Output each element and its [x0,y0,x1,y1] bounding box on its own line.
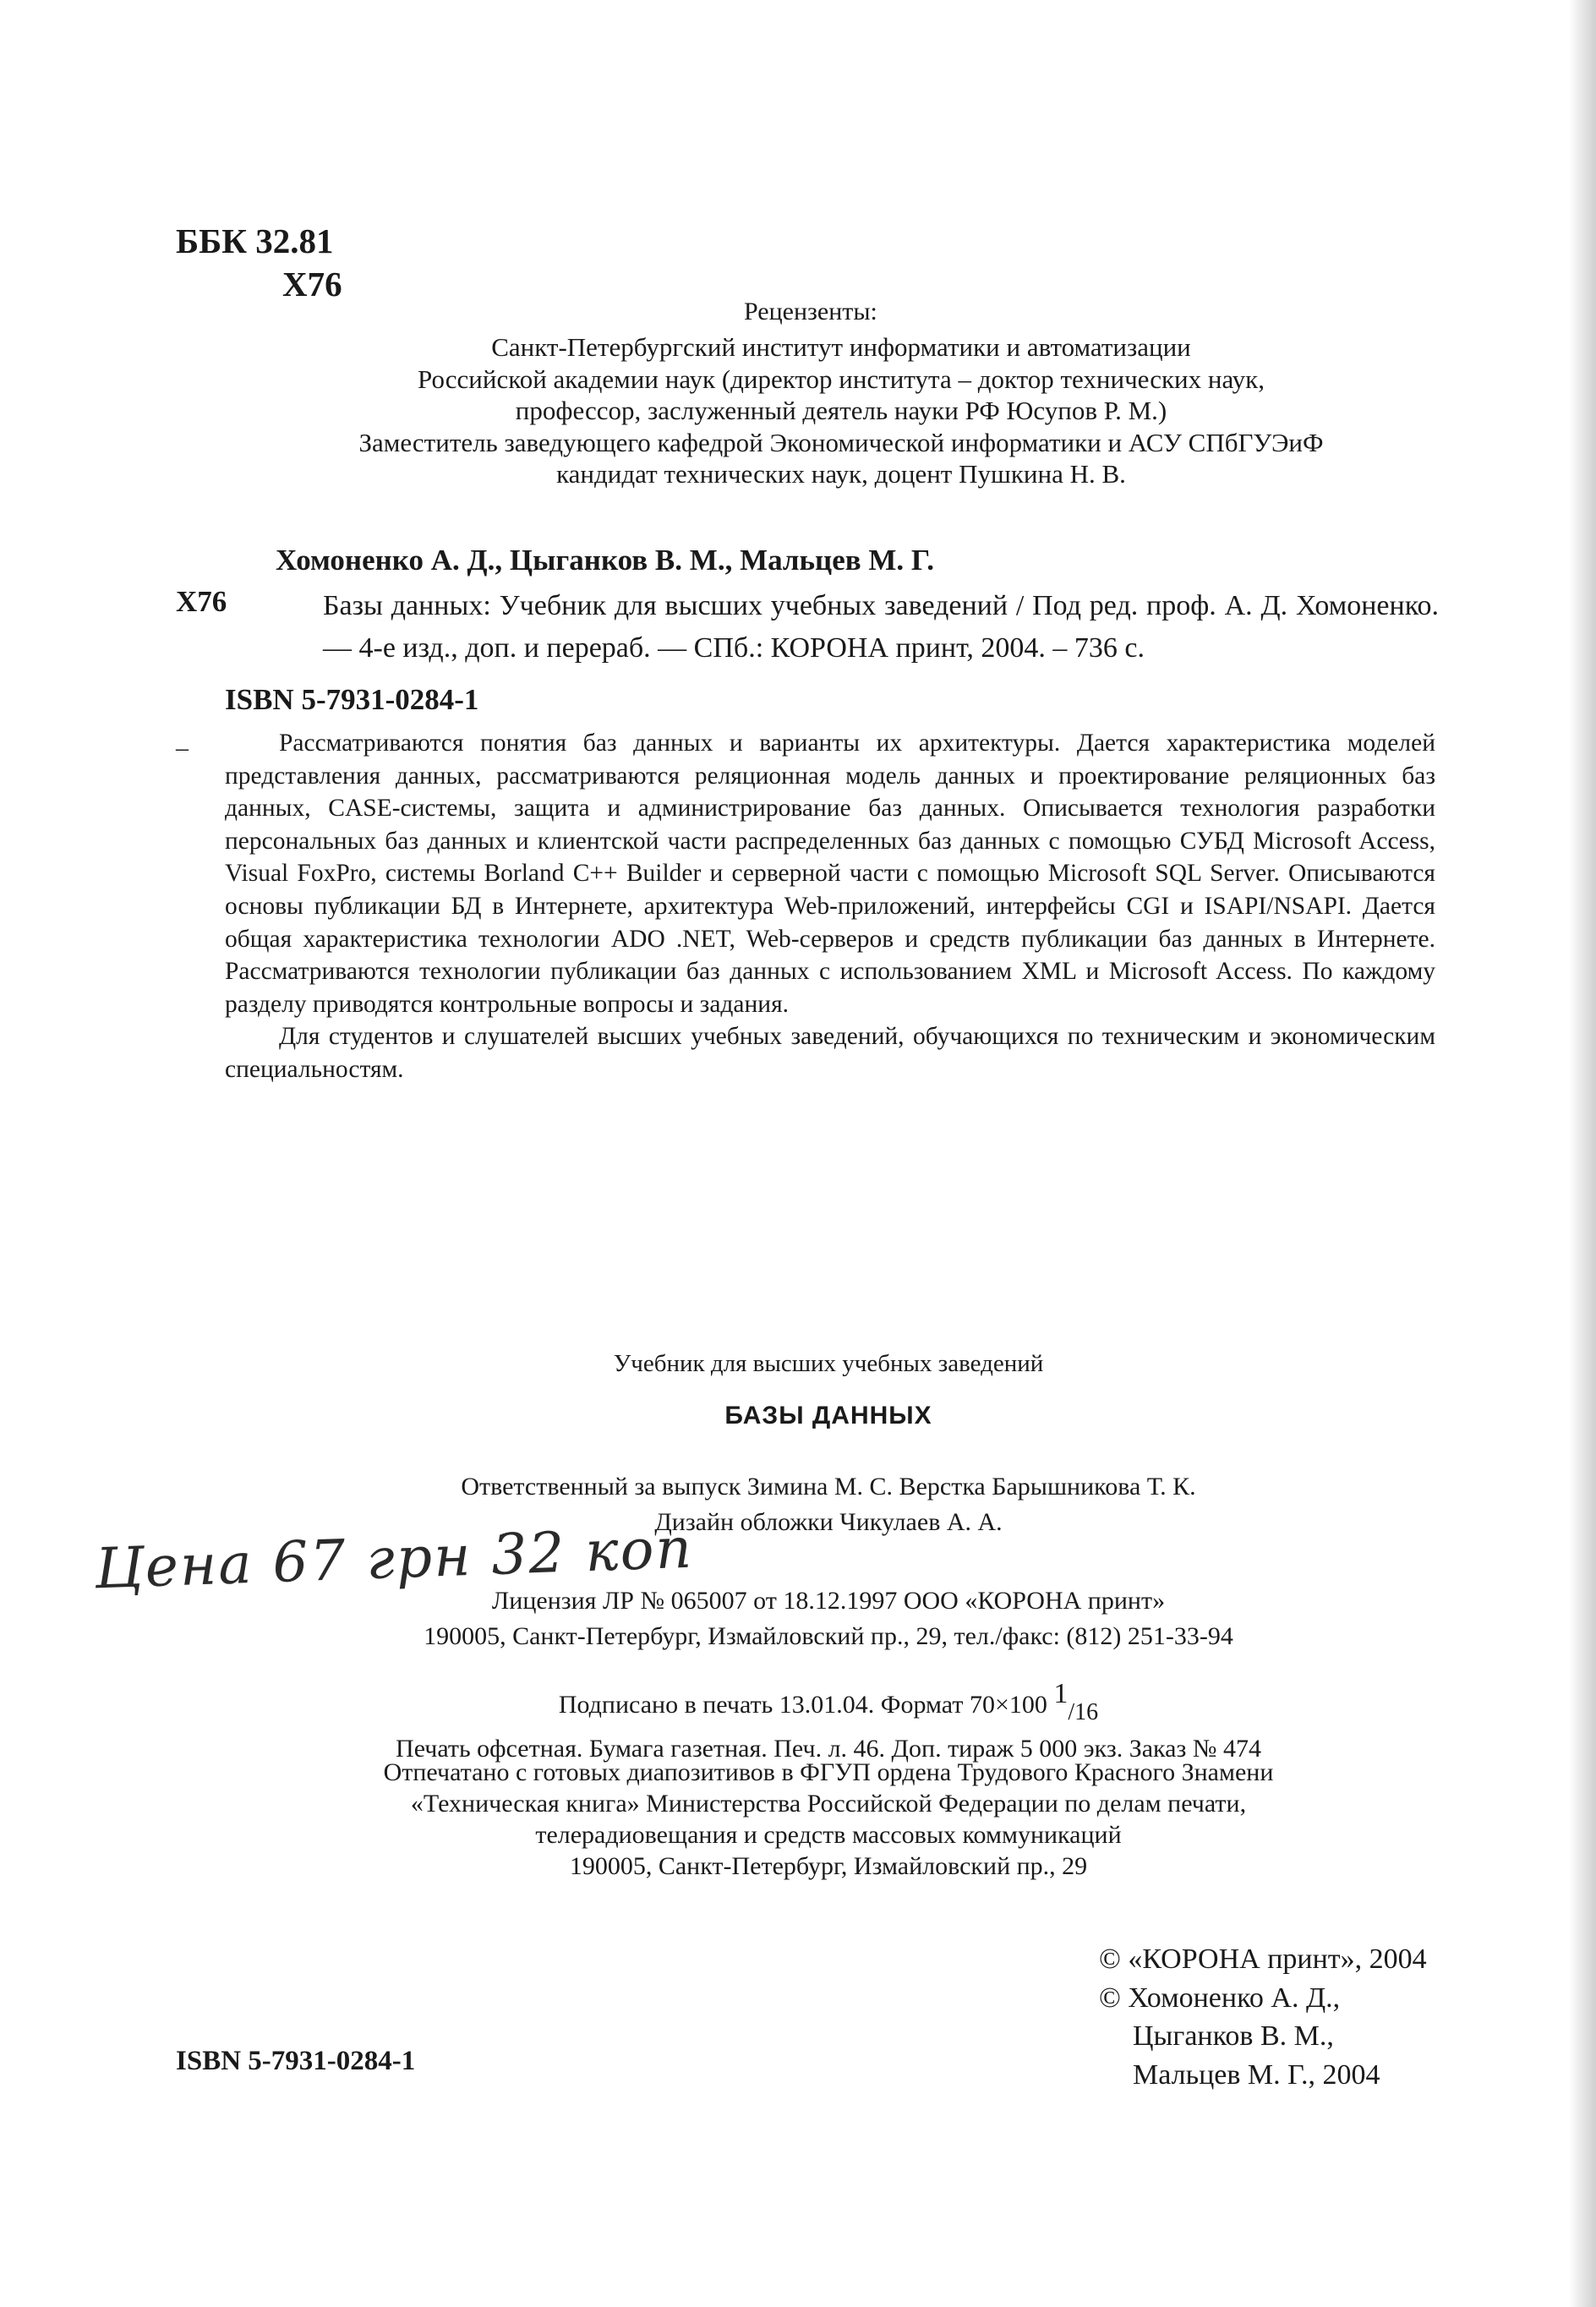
reviewer-line: Российской академии наук (директор института – доктор технических наук, [418,364,1265,394]
license-info [254,1583,1403,1654]
author-mark-top: Х76 [282,265,342,303]
reviewers-title: Рецензенты: [744,298,877,325]
book-title: БАЗЫ ДАННЫХ [724,1402,932,1430]
annotation [225,727,1435,1086]
printer-info [254,1757,1403,1882]
format-denominator: /16 [1068,1699,1099,1725]
print-spec-line: Печать офсетная. Бумага газетная. Печ. л. 46. Доп. тираж 5 000 экз. Заказ № 474 [396,1735,1261,1763]
copyright-line: © «КОРОНА принт», 2004 [1099,1943,1427,1975]
handwritten-price-note: Цена 67 грн 32 коп [93,1515,695,1602]
staff-line: Ответственный за выпуск Зимина М. С. Верстка Барышникова Т. К. [461,1473,1196,1501]
format-numerator: 1 [1053,1678,1069,1709]
isbn-bottom: ISBN 5-7931-0284-1 [176,2046,416,2076]
annotation-paragraph: Рассматриваются понятия баз данных и варианты их архитектуры. Дается характеристика моделей представления данных, рассматриваются реляционная модель данных и проектирование реляционных баз данных, CASE-системы, защита и администрирование баз данных. Описывается технология разработки персональных баз данных и клиентской части распределенных баз данных с помощью СУБД Microsoft Access, Visual FoxPro, системы Borland C++ Builder и серверной части с помощью Microsoft SQL Server. Описываются основы публикации БД в Интернете, архитектура Web-приложений, интерфейсы CGI и ISAPI/NSAPI. Дается общая характеристика технологии ADO .NET, Web-серверов и средств публикации баз данных в Интернете. Рассматриваются технологии публикации баз данных с использованием XML и Microsoft Access. По каждому разделу приводятся контрольные вопросы и задания. [225,730,1435,1018]
staff-line: Дизайн обложки Чикулаев А. А. [654,1508,1003,1536]
isbn-top: ISBN 5-7931-0284-1 [225,683,479,716]
reviewer-line: профессор, заслуженный деятель науки РФ Юсупов Р. М.) [515,396,1167,425]
reviewer-line: кандидат технических наук, доцент Пушкина Н. В. [556,459,1126,489]
bbk-code: ББК 32.81 [176,221,334,260]
license-line: Лицензия ЛР № 065007 от 18.12.1997 ООО «КОРОНА принт» [491,1587,1166,1615]
copyright-line: Цыганков В. М., [1133,2020,1334,2052]
author-mark-left: Х76 [176,585,227,618]
printer-line: Отпечатано с готовых диапозитивов в ФГУП ордена Трудового Красного Знамени [383,1758,1274,1786]
copyright-block [1099,1940,1427,2094]
bibliographic-description: Базы данных: Учебник для высших учебных заведений / Под ред. проф. А. Д. Хомоненко. — 4-е изд., доп. и перераб. — СПб.: КОРОНА принт, 2004. – 736 с. [323,590,1439,664]
copyright-line: Мальцев М. Г., 2004 [1133,2058,1380,2091]
series-title: Учебник для высших учебных заведений [613,1350,1044,1377]
reviewers-block [279,331,1403,490]
annotation-dash: – [176,734,189,762]
signed-text: Подписано в печать 13.01.04. Формат 70×100 [558,1691,1047,1719]
authors: Хомоненко А. Д., Цыганков В. М., Мальцев М. Г. [276,544,935,577]
annotation-paragraph: Для студентов и слушателей высших учебных заведений, обучающихся по техническим и экономическим специальностям. [225,1023,1435,1083]
printer-line: телерадиовещания и средств массовых коммуникаций [535,1821,1122,1849]
page-edge-shadow [1569,0,1596,2307]
print-details [254,1676,1403,1767]
reviewer-line: Санкт-Петербургский институт информатики и автоматизации [491,332,1191,362]
signed-line [254,1676,1403,1730]
printer-line: «Техническая книга» Министерства Российской Федерации по делам печати, [410,1790,1247,1818]
reviewer-line: Заместитель заведующего кафедрой Экономической информатики и АСУ СПбГУЭиФ [358,427,1324,457]
printer-line: 190005, Санкт-Петербург, Измайловский пр., 29 [569,1852,1088,1880]
license-line: 190005, Санкт-Петербург, Измайловский пр., 29, тел./факс: (812) 251-33-94 [424,1622,1233,1650]
copyright-line: © Хомоненко А. Д., [1099,1982,1341,2014]
